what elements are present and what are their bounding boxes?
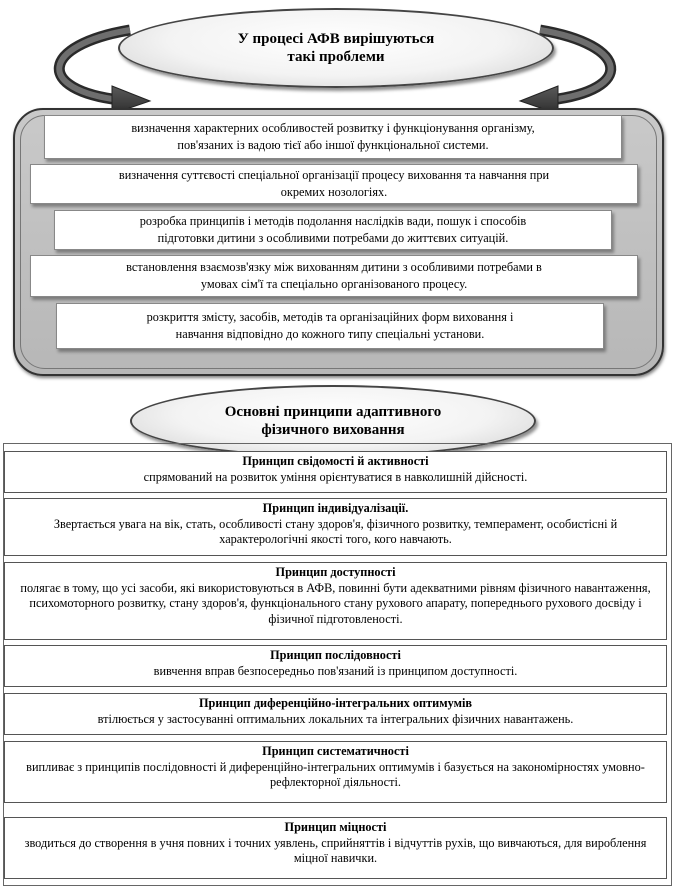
- principle-1-text: спрямований на розвиток уміння орієнтуватися в навколишній дійсності.: [143, 469, 528, 484]
- principle-sequence: [4, 645, 667, 687]
- principle-6-title: Принцип систематичності: [262, 744, 409, 758]
- problem-box-2: [30, 164, 638, 204]
- principle-consciousness: [4, 451, 667, 493]
- problem-1-line2: пов'язаних із вадою тієї або іншої функціональної системи.: [177, 138, 489, 152]
- principles-header-line1: Основні принципи адаптивного: [224, 404, 442, 420]
- problem-2-line2: окремих нозологіях.: [280, 185, 388, 199]
- problem-box-4: [30, 255, 638, 297]
- problem-4-line2: умовах сім'ї та спеціально організованого процесу.: [200, 277, 468, 291]
- principle-4-title: Принцип послідовності: [270, 648, 401, 662]
- principles-header-line2: фізичного виховання: [261, 422, 405, 438]
- principle-7-text: зводиться до створення в учня повних і точних уявлень, сприйняттів і відчуттів рухів, що вивчаються, для вироблення міцної навички.: [24, 835, 647, 865]
- problem-box-1: [44, 115, 622, 159]
- principle-individualization: [4, 498, 667, 556]
- problem-box-3: [54, 210, 612, 250]
- problem-4-line1: встановлення взаємозв'язку між вихованням дитини з особливими потребами в: [126, 260, 542, 274]
- principle-3-title: Принцип доступності: [275, 565, 396, 579]
- problems-header-line1: У процесі АФВ вирішуються: [237, 31, 435, 47]
- principle-durability: [4, 817, 667, 879]
- principle-1-title: Принцип свідомості й активності: [242, 454, 429, 468]
- problem-box-5: [56, 303, 604, 349]
- principle-2-title: Принцип індивідуалізації.: [262, 501, 409, 515]
- principle-5-text: втілюється у застосуванні оптимальних локальних та інтегральних фізичних навантажень.: [97, 711, 574, 726]
- principle-2-text: Звертається увага на вік, стать, особливості стану здоров'я, фізичного розвитку, темперамент, особистісні й характерологічні якості того, кого навчають.: [53, 516, 618, 546]
- principle-4-text: вивчення вправ безпосередньо пов'язаний із принципом доступності.: [153, 663, 518, 678]
- problem-2-line1: визначення суттєвості спеціальної організації процесу виховання та навчання при: [118, 168, 550, 182]
- principle-5-title: Принцип диференційно-інтегральних оптимумів: [198, 696, 473, 710]
- principle-optimums: [4, 693, 667, 735]
- problem-5-line1: розкриття змісту, засобів, методів та організаційних форм виховання і: [146, 310, 514, 324]
- problem-3-line1: розробка принципів і методів подолання наслідків вади, пошук і способів: [139, 214, 527, 228]
- problems-header-line2: такі проблеми: [287, 49, 385, 65]
- problem-1-line1: визначення характерних особливостей розвитку і функціонування організму,: [131, 121, 535, 135]
- principle-accessibility: [4, 562, 667, 640]
- principle-3-text: полягає в тому, що усі засоби, які використовуються в АФВ, повинні бути адекватними рівням фізичного навантаження, психомоторного розвитку, стану здоров'я, функціонального стану рухового апарату, попереднього рухового досвіду і фізичної підготовленості.: [20, 580, 651, 626]
- principle-7-title: Принцип міцності: [284, 820, 387, 834]
- principle-6-text: випливає з принципів послідовності й диференційно-інтегральних оптимумів і базується на закономірностях умовно-рефлекторної діяльності.: [26, 759, 645, 789]
- principle-systematicity: [4, 741, 667, 803]
- problems-header-oval: [118, 8, 554, 88]
- problem-5-line2: навчання відповідно до кожного типу спеціальні установи.: [175, 327, 485, 341]
- problem-3-line2: підготовки дитини з особливими потребами до життєвих ситуацій.: [157, 231, 509, 245]
